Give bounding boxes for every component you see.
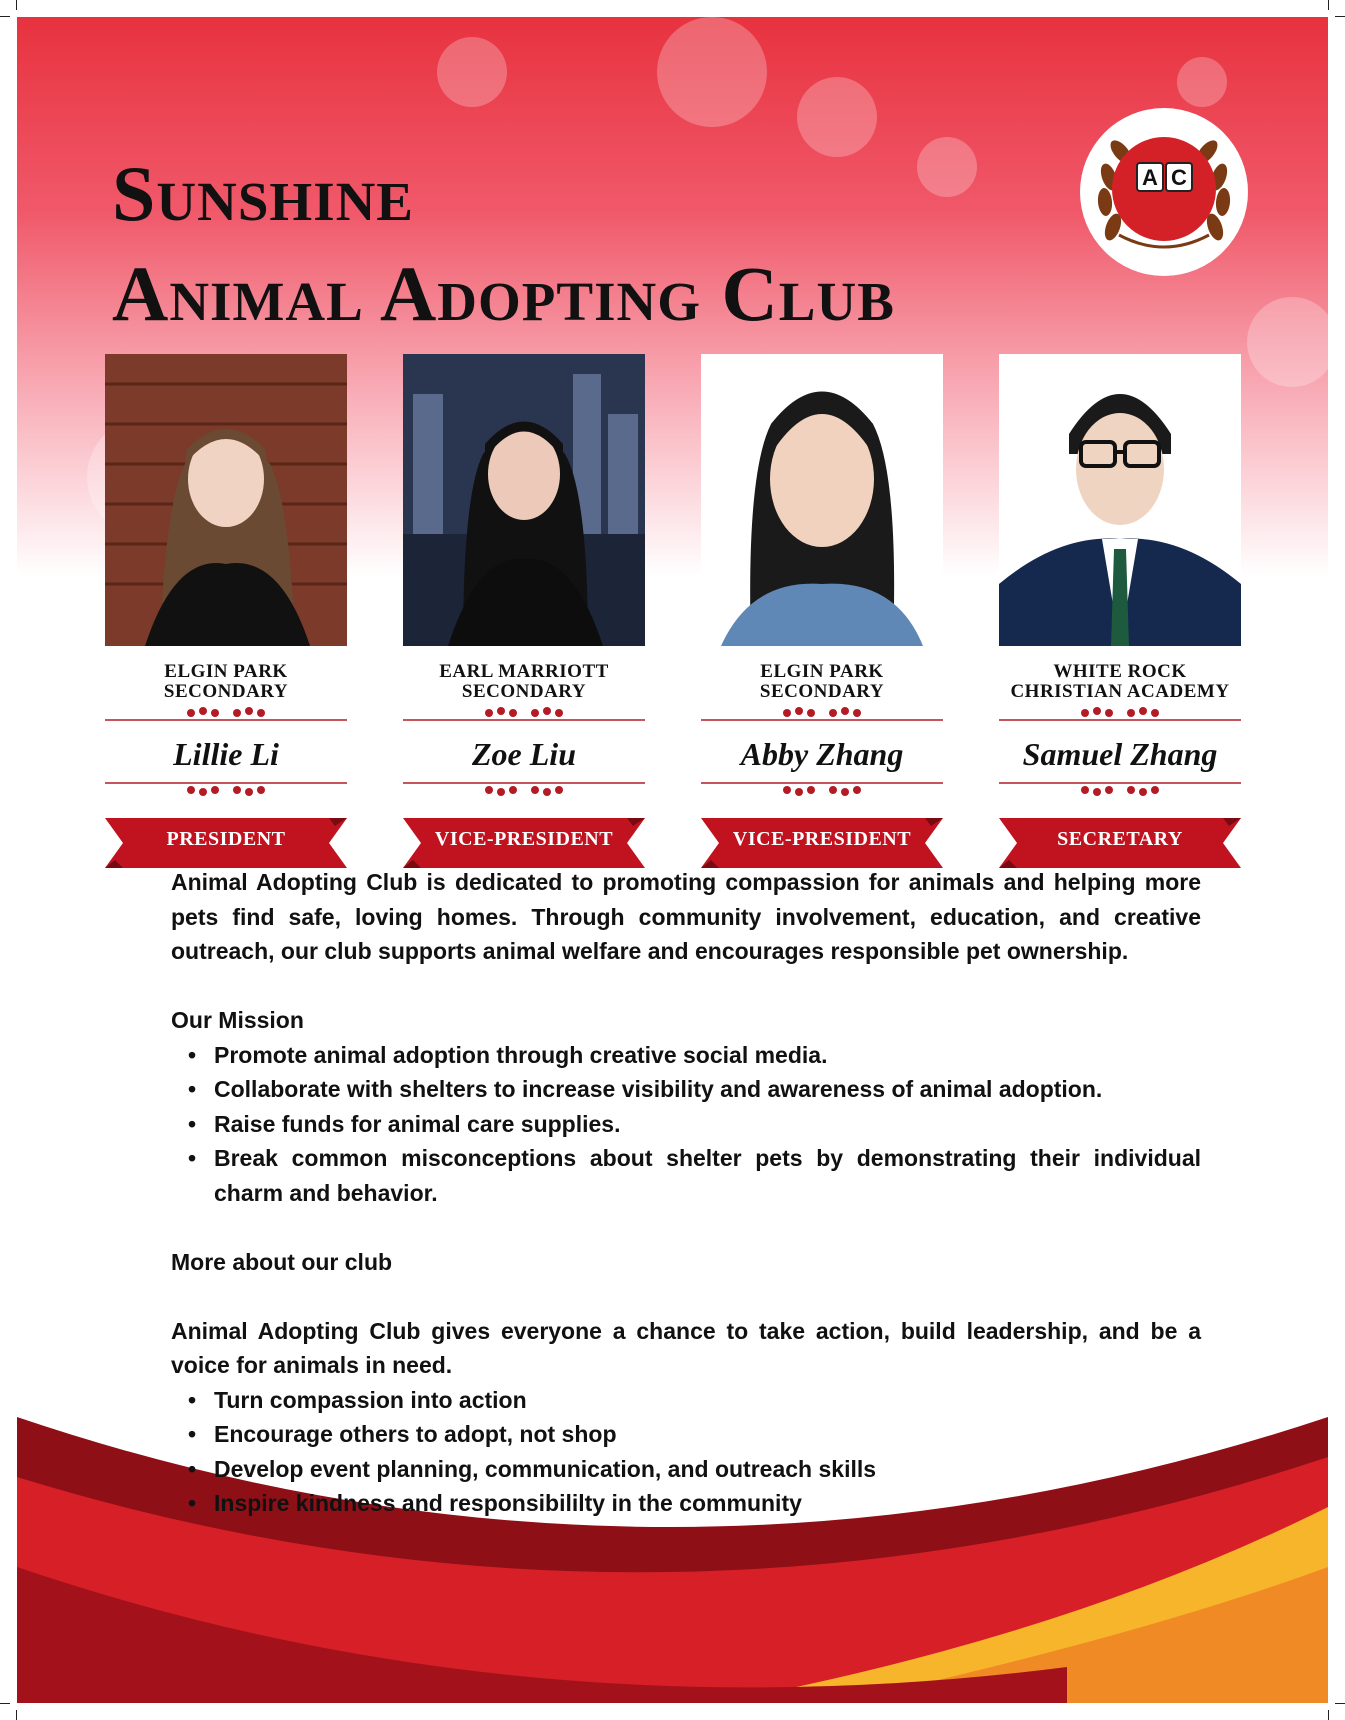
officer-name: Abby Zhang (740, 736, 904, 772)
officer-photo (999, 354, 1241, 646)
officer-name: Samuel Zhang (1022, 736, 1218, 772)
officer-name: Lillie Li (173, 736, 279, 772)
list-item: • Develop event planning, communication, and outreach skills (214, 1452, 1201, 1487)
club-description (171, 865, 1201, 1521)
role-label: VICE-PRESIDENT (434, 828, 614, 850)
officer-card (701, 354, 943, 872)
crop-mark (16, 0, 17, 10)
role-label: PRESIDENT (166, 828, 286, 850)
bokeh-light (657, 17, 767, 127)
crop-mark (0, 16, 10, 17)
ornament-divider (403, 704, 645, 730)
more-paragraph: Animal Adopting Club gives everyone a chance to take action, build leadership, and be a voice for animals in need. (171, 1317, 1201, 1378)
officer-photo (105, 354, 347, 646)
crop-mark (1328, 0, 1329, 10)
list-item: • Raise funds for animal care supplies. (214, 1107, 1201, 1142)
officer-name: Zoe Liu (472, 736, 576, 772)
ornament-divider (701, 704, 943, 730)
bokeh-light (1247, 297, 1328, 387)
ornament-divider (999, 773, 1241, 799)
officer-card (999, 354, 1241, 872)
crop-mark (0, 1703, 10, 1704)
school-label: ELGIN PARK SECONDARY (759, 661, 885, 702)
club-logo (1079, 107, 1249, 277)
role-ribbon (403, 814, 645, 872)
list-item: • Collaborate with shelters to increase visibility and awareness of animal adoption. (214, 1072, 1201, 1107)
ornament-divider (999, 704, 1241, 730)
page-title-line2: Animal Adopting Club (112, 250, 895, 337)
officer-photo (701, 354, 943, 646)
officer-photo (403, 354, 645, 646)
list-item: • Break common misconceptions about shelter pets by demonstrating their individual charm and behavior. (214, 1141, 1201, 1210)
role-ribbon (999, 814, 1241, 872)
role-label: VICE-PRESIDENT (732, 828, 912, 850)
bokeh-light (437, 37, 507, 107)
ornament-divider (403, 773, 645, 799)
mission-heading: Our Mission (171, 1007, 304, 1033)
list-item: • Inspire kindness and responsibililty in the community (214, 1486, 1201, 1521)
bokeh-light (797, 77, 877, 157)
crop-mark (1335, 1703, 1345, 1704)
svg-text:A: A (1142, 165, 1158, 190)
list-item: • Promote animal adoption through creative social media. (214, 1038, 1201, 1073)
school-label: ELGIN PARK SECONDARY (163, 661, 289, 702)
more-heading: More about our club (171, 1248, 393, 1275)
ornament-divider (105, 704, 347, 730)
ornament-divider (701, 773, 943, 799)
crop-mark (1335, 16, 1345, 17)
role-label: SECRETARY (1057, 828, 1183, 850)
bokeh-light (917, 137, 977, 197)
officer-card (403, 354, 645, 872)
page-title-line1: Sunshine (112, 150, 414, 237)
crop-mark (16, 1710, 17, 1720)
svg-text:C: C (1171, 165, 1187, 190)
school-label: WHITE ROCK CHRISTIAN ACADEMY (1010, 661, 1230, 702)
officer-card (105, 354, 347, 872)
crop-mark (1328, 1710, 1329, 1720)
school-label: EARL MARRIOTT SECONDARY (439, 661, 609, 702)
intro-paragraph: Animal Adopting Club is dedicated to promoting compassion for animals and helping more pets find safe, loving homes. Through community involvement, education, and creative outreach, our club supports animal welfare and encourages responsible pet ownership. (171, 869, 1201, 964)
role-ribbon (105, 814, 347, 872)
benefits-list (171, 1383, 1201, 1521)
bokeh-light (1177, 57, 1227, 107)
role-ribbon (701, 814, 943, 872)
ornament-divider (105, 773, 347, 799)
mission-list (171, 1038, 1201, 1211)
flyer-page (17, 17, 1328, 1703)
list-item: • Turn compassion into action (214, 1383, 1201, 1418)
list-item: • Encourage others to adopt, not shop (214, 1417, 1201, 1452)
